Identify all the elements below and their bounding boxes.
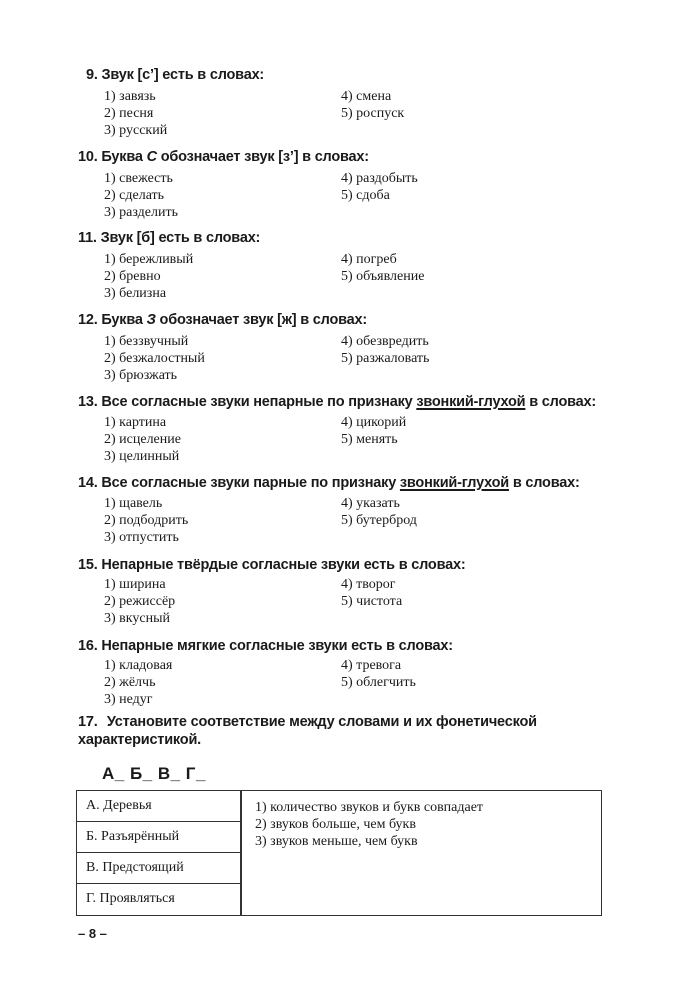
question-letter: С xyxy=(146,149,157,165)
option-4: 4) обезвредить xyxy=(341,334,429,349)
question-10-title xyxy=(78,148,369,166)
question-text-start: Буква xyxy=(101,149,147,165)
answer-template: А_ Б_ В_ Г_ xyxy=(102,764,206,783)
option-4: 4) смена xyxy=(341,89,392,104)
question-number: 17. xyxy=(78,714,98,730)
option-4: 4) творог xyxy=(341,577,396,592)
option-5: 5) бутерброд xyxy=(341,513,417,528)
option-4: 4) указать xyxy=(341,496,400,511)
option-4: 4) раздобыть xyxy=(341,171,418,186)
option-1: 1) свежесть xyxy=(104,171,173,186)
option-3: 3) вкусный xyxy=(104,611,170,626)
underlined-term: звонкий-глухой xyxy=(416,394,526,410)
option-3: 3) целинный xyxy=(104,449,180,464)
characteristic-3: 3) звуков меньше, чем букв xyxy=(255,834,418,849)
question-11-title xyxy=(78,229,260,247)
question-text-end: обозначает звук [з’] в словах: xyxy=(156,149,369,165)
option-1: 1) щавель xyxy=(104,496,163,511)
option-5: 5) сдоба xyxy=(341,188,390,203)
question-13-title xyxy=(78,393,596,411)
question-number: 10. xyxy=(78,149,98,165)
question-number: 15. xyxy=(78,557,98,573)
word-cell-c: В. Предстоящий xyxy=(77,853,241,884)
underlined-term: звонкий-глухой xyxy=(399,475,509,491)
words-column xyxy=(77,791,241,915)
page-number: – 8 – xyxy=(78,926,107,941)
option-1: 1) ширина xyxy=(104,577,166,592)
option-3: 3) разделить xyxy=(104,205,178,220)
question-text: Непарные мягкие согласные звуки есть в словах: xyxy=(101,638,453,654)
option-1: 1) завязь xyxy=(104,89,156,104)
question-text-end: обозначает звук [ж] в словах: xyxy=(155,312,368,328)
word-cell-a: А. Деревья xyxy=(77,791,241,822)
option-3: 3) русский xyxy=(104,123,168,138)
option-5: 5) роспуск xyxy=(341,106,405,121)
option-2: 2) бревно xyxy=(104,269,161,284)
question-number: 13. xyxy=(78,394,98,410)
question-text: Звук [с’] есть в словах: xyxy=(101,67,265,83)
option-1: 1) бережливый xyxy=(104,252,194,267)
question-number: 16. xyxy=(78,638,98,654)
option-4: 4) цикорий xyxy=(341,415,407,430)
question-number: 12. xyxy=(78,312,98,328)
matching-table xyxy=(76,790,602,916)
question-number: 14. xyxy=(78,475,98,491)
characteristic-1: 1) количество звуков и букв совпадает xyxy=(255,800,484,815)
characteristics-column xyxy=(241,791,601,915)
word-cell-b: Б. Разъярённый xyxy=(77,822,241,853)
question-14-title xyxy=(78,474,580,492)
question-text-end: в словах: xyxy=(508,475,580,491)
question-15-title xyxy=(78,556,465,574)
question-text: Непарные твёрдые согласные звуки есть в словах: xyxy=(101,557,466,573)
question-16-title xyxy=(78,637,453,655)
question-text-end: в словах: xyxy=(525,394,596,410)
question-text: Звук [б] есть в словах: xyxy=(100,230,261,246)
option-1: 1) беззвучный xyxy=(104,334,189,349)
option-5: 5) облегчить xyxy=(341,675,416,690)
question-number: 11. xyxy=(78,230,97,246)
option-3: 3) недуг xyxy=(104,692,153,707)
option-2: 2) режиссёр xyxy=(104,594,176,609)
option-1: 1) кладовая xyxy=(104,658,173,673)
option-2: 2) жёлчь xyxy=(104,675,156,690)
option-2: 2) безжалостный xyxy=(104,351,205,366)
option-2: 2) сделать xyxy=(104,188,165,203)
option-4: 4) погреб xyxy=(341,252,397,267)
option-3: 3) брюзжать xyxy=(104,368,178,383)
option-2: 2) песня xyxy=(104,106,154,121)
option-4: 4) тревога xyxy=(341,658,402,673)
option-5: 5) чистота xyxy=(341,594,403,609)
question-9-title xyxy=(86,66,264,84)
option-5: 5) менять xyxy=(341,432,398,447)
characteristic-2: 2) звуков больше, чем букв xyxy=(255,817,416,832)
option-2: 2) исцеление xyxy=(104,432,181,447)
question-number: 9. xyxy=(86,67,98,83)
question-letter: З xyxy=(146,312,156,328)
question-text-start: Все согласные звуки непарные по признаку xyxy=(101,394,417,410)
word-cell-d: Г. Проявляться xyxy=(77,884,241,915)
question-12-title xyxy=(78,311,367,329)
option-5: 5) объявление xyxy=(341,269,425,284)
question-text-start: Все согласные звуки парные по признаку xyxy=(101,475,400,491)
question-17-title xyxy=(78,713,608,749)
option-3: 3) белизна xyxy=(104,286,167,301)
option-3: 3) отпустить xyxy=(104,530,179,545)
question-text-start: Буква xyxy=(101,312,147,328)
option-2: 2) подбодрить xyxy=(104,513,189,528)
option-1: 1) картина xyxy=(104,415,167,430)
option-5: 5) разжаловать xyxy=(341,351,430,366)
question-text: Установите соответствие между словами и их фонетической характеристикой. xyxy=(78,714,537,748)
